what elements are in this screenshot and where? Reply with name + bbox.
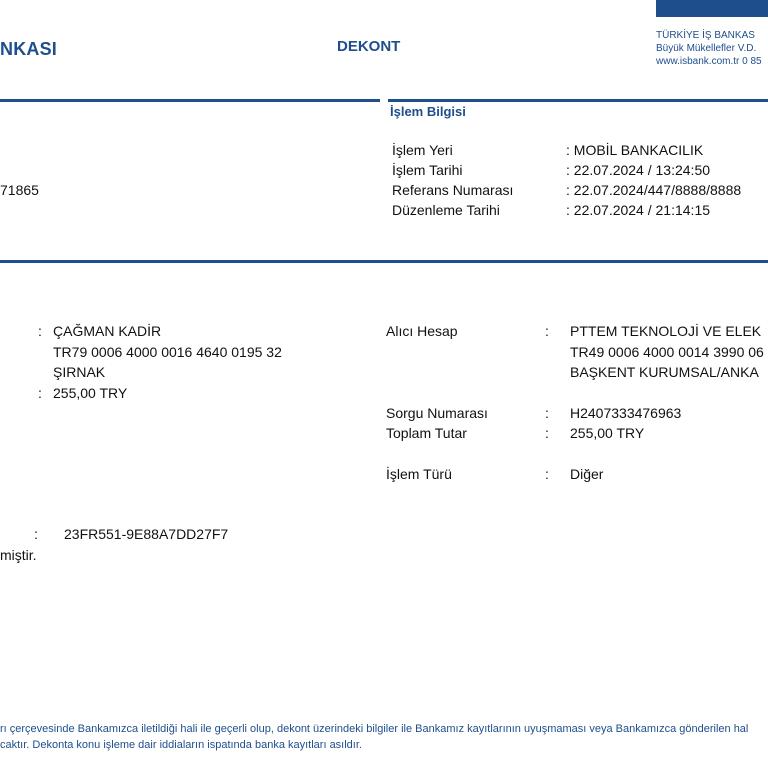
value-islem-yeri: : MOBİL BANKACILIK [566, 142, 704, 158]
value-islem-turu: Diğer [570, 466, 604, 482]
colon-islem-turu: : [545, 466, 549, 482]
receiver-branch: BAŞKENT KURUMSAL/ANKA [570, 364, 759, 380]
sender-name: ÇAĞMAN KADİR [53, 323, 162, 339]
bank-name: NKASI [0, 39, 58, 59]
value-toplam-tutar: 255,00 TRY [570, 425, 645, 441]
receiver-colon: : [545, 323, 549, 339]
value-duzenleme-tarihi: : 22.07.2024 / 21:14:15 [566, 202, 711, 218]
reference-note-fragment: miştir. [0, 547, 37, 563]
label-referans-numarasi: Referans Numarası [392, 182, 514, 198]
section-title-islem-bilgisi: İşlem Bilgisi [390, 104, 466, 119]
label-sorgu-numarasi: Sorgu Numarası [386, 405, 488, 421]
sender-amount: 255,00 TRY [53, 385, 128, 401]
value-islem-tarihi: : 22.07.2024 / 13:24:50 [566, 162, 711, 178]
document-title: DEKONT [337, 38, 401, 55]
receiver-iban: TR49 0006 4000 0014 3990 06 [570, 344, 764, 360]
reference-code: 23FR551-9E88A7DD27F7 [64, 526, 229, 542]
amount-colon: : [38, 385, 42, 401]
sender-colon: : [38, 323, 42, 339]
colon-toplam-tutar: : [545, 425, 549, 441]
label-toplam-tutar: Toplam Tutar [386, 425, 467, 441]
account-number-fragment: 71865 [0, 182, 39, 198]
header-color-block [656, 0, 768, 17]
header-divider-right [388, 99, 768, 102]
reference-colon: : [34, 526, 38, 542]
sender-branch: ŞIRNAK [53, 364, 106, 380]
label-islem-turu: İşlem Türü [386, 466, 452, 482]
bank-info-line-2: Büyük Mükellefler V.D. [656, 43, 757, 54]
footer-disclaimer-line-2: caktır. Dekonta konu işleme dair iddiaların ispatında banka kayıtları asıldır. [0, 739, 362, 751]
label-duzenleme-tarihi: Düzenleme Tarihi [392, 202, 500, 218]
label-islem-tarihi: İşlem Tarihi [392, 162, 463, 178]
receiver-label: Alıcı Hesap [386, 323, 458, 339]
footer-disclaimer-line-1: rı çerçevesinde Bankamızca iletildiği hali ile geçerli olup, dekont üzerindeki bilgiler ile Bankamız kayıtlarının uyuşmaması veya Bankamızca gönderilen hal [0, 723, 749, 735]
section-divider [0, 260, 768, 263]
colon-sorgu-numarasi: : [545, 405, 549, 421]
bank-info-website: www.isbank.com.tr 0 85 [656, 56, 762, 67]
value-sorgu-numarasi: H2407333476963 [570, 405, 682, 421]
header-divider-left [0, 99, 380, 102]
bank-info-line-1: TÜRKİYE İŞ BANKAS [656, 30, 755, 41]
value-referans-numarasi: : 22.07.2024/447/8888/8888 [566, 182, 742, 198]
label-islem-yeri: İşlem Yeri [392, 142, 453, 158]
receiver-name: PTTEM TEKNOLOJİ VE ELEK [570, 323, 762, 339]
sender-iban: TR79 0006 4000 0016 4640 0195 32 [53, 344, 282, 360]
